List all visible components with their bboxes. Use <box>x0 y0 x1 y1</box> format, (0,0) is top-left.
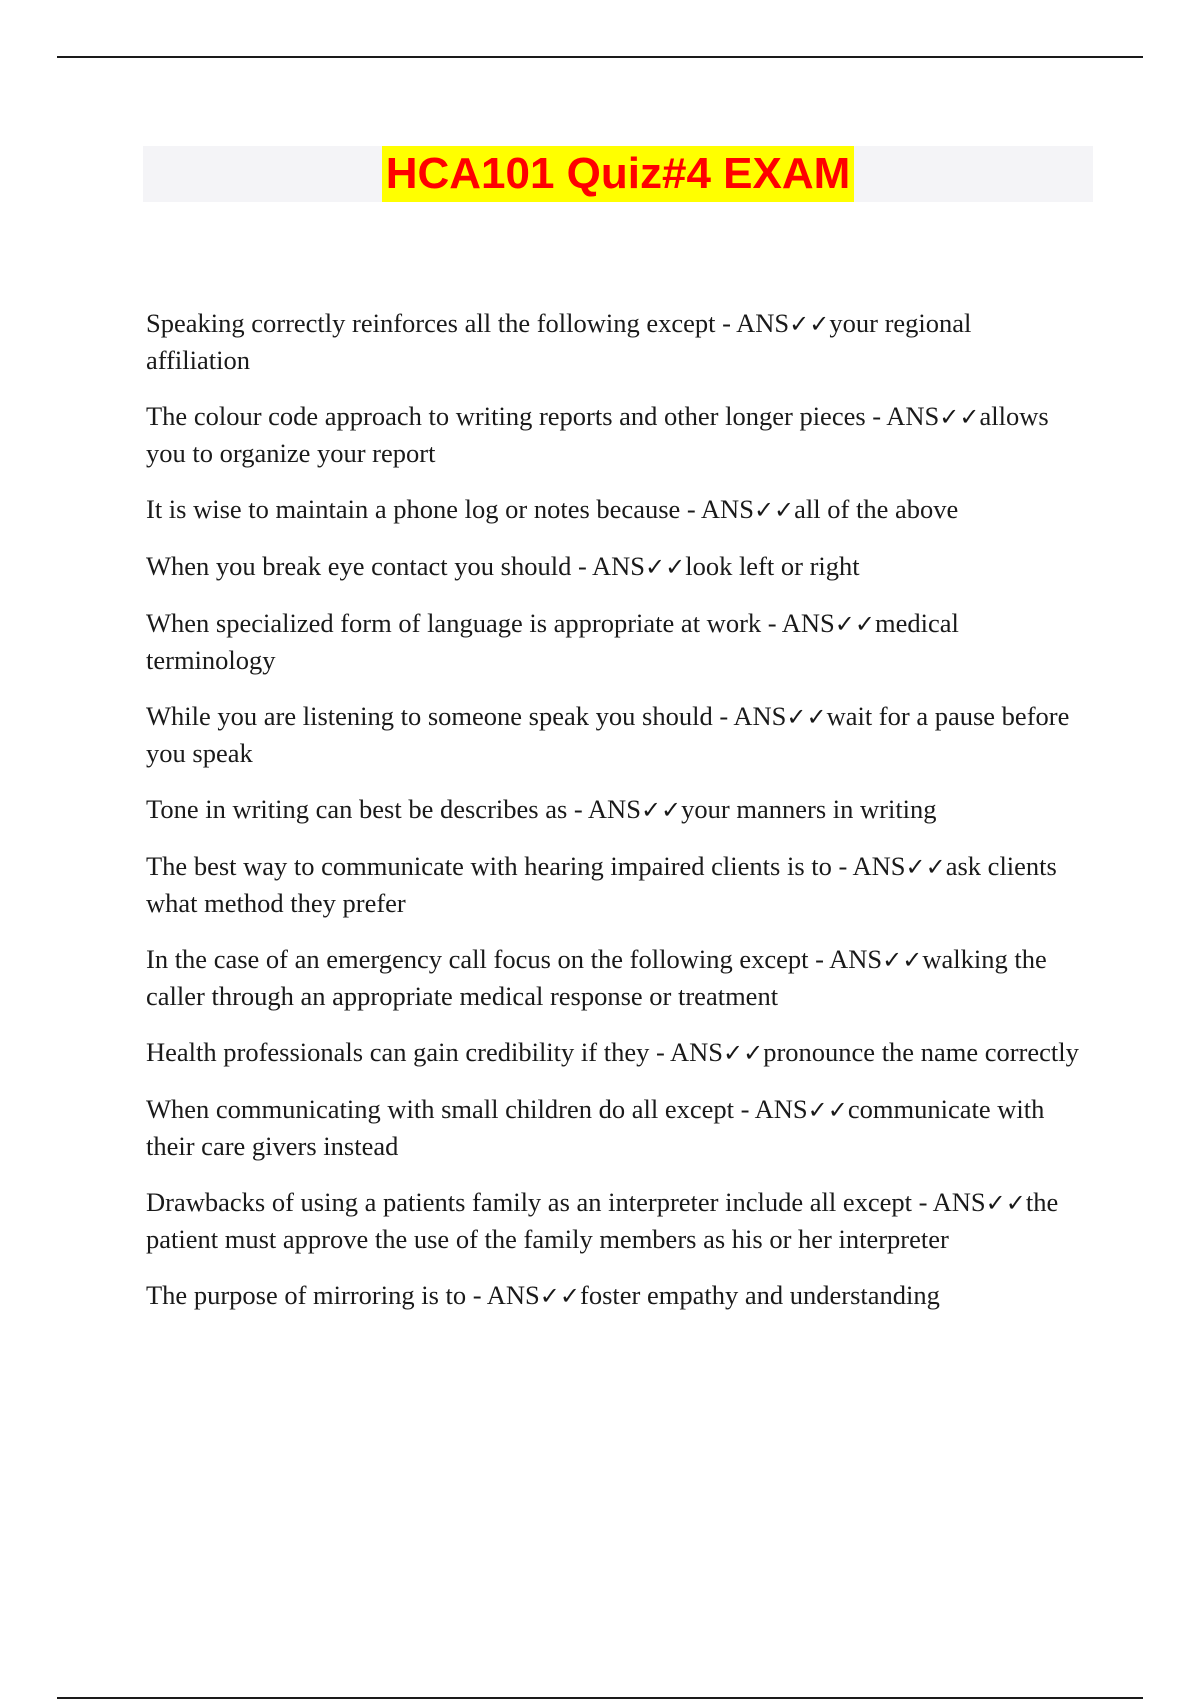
qa-item <box>146 1091 1081 1164</box>
answer-text: wait for a pause before you speak <box>146 701 1070 768</box>
qa-item <box>146 941 1081 1014</box>
answer-text: allows you to organize your report <box>146 401 1049 468</box>
top-rule <box>57 56 1143 58</box>
qa-item <box>146 698 1081 771</box>
answer-text: walking the caller through an appropriate medical response or treatment <box>146 944 1047 1011</box>
separator: - <box>649 1037 670 1067</box>
separator: - <box>571 551 592 581</box>
answer-text: medical terminology <box>146 608 959 675</box>
question-text: When communicating with small children do all except <box>146 1094 734 1124</box>
checkmark-icon: ✓✓ <box>834 610 876 638</box>
bottom-rule <box>57 1697 1143 1699</box>
question-text: Speaking correctly reinforces all the following except <box>146 308 716 338</box>
separator: - <box>680 494 701 524</box>
qa-item <box>146 1034 1081 1071</box>
answer-text: your manners in writing <box>681 794 937 824</box>
qa-item <box>146 305 1081 378</box>
separator: - <box>831 851 853 881</box>
checkmark-icon: ✓✓ <box>786 703 827 731</box>
qa-item <box>146 605 1081 678</box>
answer-prefix: ANS <box>733 701 787 731</box>
answer-text: all of the above <box>794 494 959 524</box>
checkmark-icon: ✓✓ <box>882 946 923 974</box>
separator: - <box>865 401 887 431</box>
qa-item <box>146 491 1081 528</box>
answer-text: your regional affiliation <box>146 308 972 375</box>
checkmark-icon: ✓✓ <box>753 496 795 524</box>
question-text: Drawbacks of using a patients family as an interpreter include all except <box>146 1187 913 1217</box>
answer-prefix: ANS <box>932 1187 986 1217</box>
separator: - <box>733 1094 755 1124</box>
checkmark-icon: ✓✓ <box>644 553 686 581</box>
checkmark-icon: ✓✓ <box>789 310 830 338</box>
answer-prefix: ANS <box>754 1094 808 1124</box>
separator: - <box>567 794 588 824</box>
answer-text: the patient must approve the use of the family members as his or her interpreter <box>146 1187 1059 1254</box>
answer-text: pronounce the name correctly <box>763 1037 1079 1067</box>
checkmark-icon: ✓✓ <box>640 796 682 824</box>
separator: - <box>712 701 734 731</box>
answer-prefix: ANS <box>781 608 835 638</box>
qa-item <box>146 398 1081 471</box>
answer-prefix: ANS <box>669 1037 723 1067</box>
answer-prefix: ANS <box>700 494 754 524</box>
answer-prefix: ANS <box>852 851 906 881</box>
checkmark-icon: ✓✓ <box>539 1282 581 1310</box>
checkmark-icon: ✓✓ <box>807 1096 848 1124</box>
answer-text: communicate with their care givers instead <box>146 1094 1045 1161</box>
qa-item <box>146 1184 1081 1257</box>
separator: - <box>761 608 782 638</box>
question-text: In the case of an emergency call focus on the following except <box>146 944 809 974</box>
answer-prefix: ANS <box>591 551 645 581</box>
question-text: Tone in writing can best be describes as <box>146 794 568 824</box>
answer-text: ask clients what method they prefer <box>146 851 1057 918</box>
question-text: Health professionals can gain credibility if they <box>146 1037 650 1067</box>
separator: - <box>715 308 737 338</box>
qa-item <box>146 848 1081 921</box>
question-text: When you break eye contact you should <box>146 551 572 581</box>
separator: - <box>912 1187 933 1217</box>
checkmark-icon: ✓✓ <box>723 1039 764 1067</box>
separator: - <box>466 1280 487 1310</box>
qa-item <box>146 791 1081 828</box>
question-text: The best way to communicate with hearing impaired clients is to <box>146 851 832 881</box>
answer-prefix: ANS <box>886 401 940 431</box>
document-title: HCA101 Quiz#4 EXAM <box>382 146 855 202</box>
qa-item <box>146 1277 1081 1314</box>
answer-prefix: ANS <box>736 308 790 338</box>
answer-prefix: ANS <box>486 1280 540 1310</box>
question-text: It is wise to maintain a phone log or notes because <box>146 494 681 524</box>
answer-text: foster empathy and understanding <box>580 1280 940 1310</box>
qa-item <box>146 548 1081 585</box>
question-text: The colour code approach to writing reports and other longer pieces <box>146 401 866 431</box>
question-text: While you are listening to someone speak you should <box>146 701 713 731</box>
answer-prefix: ANS <box>587 794 641 824</box>
separator: - <box>808 944 830 974</box>
question-text: The purpose of mirroring is to <box>146 1280 467 1310</box>
checkmark-icon: ✓✓ <box>905 853 946 881</box>
qa-list <box>146 305 1081 1334</box>
answer-text: look left or right <box>685 551 860 581</box>
question-text: When specialized form of language is appropriate at work <box>146 608 762 638</box>
answer-prefix: ANS <box>829 944 883 974</box>
checkmark-icon: ✓✓ <box>939 403 980 431</box>
checkmark-icon: ✓✓ <box>985 1189 1026 1217</box>
title-band <box>143 146 1093 202</box>
